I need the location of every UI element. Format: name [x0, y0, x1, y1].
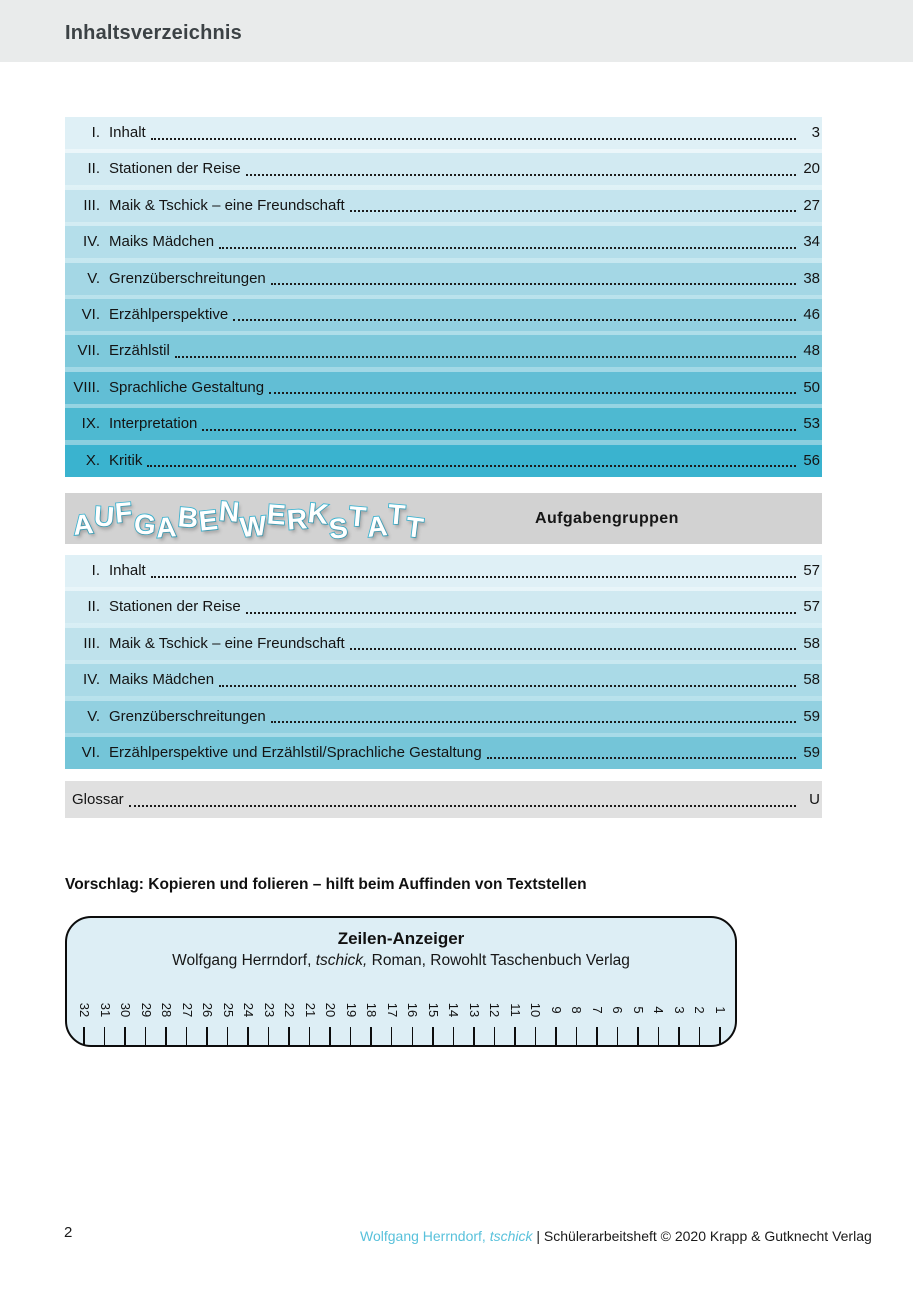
glossary-row [65, 781, 822, 818]
toc-numeral: IX. [81, 415, 100, 433]
dotted-leader [246, 163, 796, 176]
dotted-leader [129, 793, 796, 807]
ruler-number: 24 [241, 1002, 257, 1018]
footer-book-author: Wolfgang Herrndorf, [360, 1228, 490, 1244]
dotted-leader [246, 601, 796, 614]
ruler-number: 7 [589, 1006, 605, 1014]
toc-numeral: V. [87, 269, 100, 287]
toc-page-number: 50 [803, 378, 820, 396]
ruler-number: 12 [487, 1002, 503, 1018]
toc-page-number: 57 [803, 562, 820, 579]
toc-numeral: X. [85, 451, 100, 469]
toc-numeral: III. [83, 634, 100, 652]
toc-label: Grenzüberschreitungen [109, 269, 266, 287]
toc-page-number: 38 [803, 269, 820, 287]
workshop-letter: R [285, 502, 309, 536]
toc-row [65, 628, 822, 660]
ruler-tick [288, 1027, 290, 1045]
ruler-tick [329, 1027, 331, 1045]
workshop-letter: W [238, 509, 268, 543]
ruler-number: 29 [138, 1002, 154, 1018]
ruler-tick [165, 1027, 167, 1045]
ruler-tick [555, 1027, 557, 1045]
line-ruler [75, 989, 729, 1045]
ruler-number: 2 [692, 1006, 708, 1014]
ruler-number: 19 [343, 1002, 359, 1018]
ruler-number: 14 [446, 1002, 462, 1018]
subtitle-suffix: Roman, Rowohlt Taschenbuch Verlag [367, 952, 630, 969]
toc-numeral: VI. [81, 743, 100, 761]
dotted-leader [219, 674, 796, 687]
toc-row [65, 737, 822, 769]
footer-book-title: tschick [489, 1228, 533, 1244]
toc-page-number: 3 [811, 124, 820, 141]
ruler-tick [473, 1027, 475, 1045]
toc-page-number: 48 [803, 342, 820, 360]
dotted-leader [219, 236, 796, 249]
toc-row [65, 335, 822, 367]
ruler-tick [124, 1027, 126, 1045]
dotted-leader [233, 308, 796, 321]
toc-row [65, 701, 822, 733]
ruler-tick [268, 1027, 270, 1045]
toc-workshop-list [65, 555, 822, 769]
toc-row [65, 591, 822, 623]
ruler-tick [247, 1027, 249, 1045]
ruler-tick [432, 1027, 434, 1045]
line-indicator-title: Zeilen-Anzeiger [337, 929, 465, 948]
workshop-letter: U [93, 499, 116, 533]
dotted-leader [269, 381, 796, 394]
toc-main-list [65, 117, 822, 477]
ruler-number: 10 [528, 1002, 544, 1018]
toc-label: Erzählperspektive und Erzählstil/Sprachliche Gestaltung [109, 743, 482, 761]
workshop-letter: T [404, 510, 426, 544]
toc-numeral: VIII. [73, 378, 100, 396]
toc-row [65, 299, 822, 331]
ruler-tick [350, 1027, 352, 1045]
page-title: Inhaltsverzeichnis [65, 22, 242, 44]
workshop-letter: K [306, 496, 330, 530]
ruler-number: 27 [179, 1002, 195, 1018]
toc-row [65, 263, 822, 295]
toc-row [65, 190, 822, 222]
glossary-page-ref: U [809, 791, 820, 808]
toc-label: Stationen der Reise [109, 598, 241, 616]
ruler-number: 21 [302, 1002, 318, 1018]
ruler-number: 17 [384, 1002, 400, 1018]
toc-page-number: 59 [803, 743, 820, 761]
toc-label: Erzählstil [109, 342, 170, 360]
dotted-leader [487, 746, 796, 759]
ruler-number: 11 [507, 1003, 523, 1017]
ruler-number: 31 [97, 1002, 113, 1018]
ruler-number: 6 [610, 1006, 626, 1014]
toc-numeral: I. [91, 124, 100, 141]
toc-numeral: II. [87, 160, 100, 178]
toc-label: Maiks Mädchen [109, 671, 215, 689]
toc-label: Inhalt [109, 562, 146, 579]
workshop-letter: E [197, 503, 220, 537]
toc-row [65, 408, 822, 440]
toc-label: Erzählperspektive [109, 305, 229, 323]
toc-numeral: III. [83, 196, 100, 214]
workshop-letter: N [217, 494, 241, 528]
toc-row [65, 372, 822, 404]
ruler-mark [711, 995, 729, 1045]
ruler-number: 23 [261, 1002, 277, 1018]
toc-page-number: 34 [803, 233, 820, 251]
dotted-leader [271, 272, 796, 285]
ruler-number: 20 [323, 1002, 339, 1018]
ruler-tick [576, 1027, 578, 1045]
toc-page-number: 59 [803, 707, 820, 725]
ruler-number: 16 [405, 1002, 421, 1018]
toc-numeral: V. [87, 707, 100, 725]
toc-numeral: VI. [81, 305, 100, 323]
toc-numeral: IV. [83, 671, 100, 689]
ruler-tick [412, 1027, 414, 1045]
toc-numeral: II. [87, 598, 100, 616]
toc-row [65, 445, 822, 477]
dotted-leader [350, 199, 796, 212]
toc-label: Maiks Mädchen [109, 233, 215, 251]
workshop-banner [65, 493, 822, 544]
ruler-tick [596, 1027, 598, 1045]
ruler-tick [309, 1027, 311, 1045]
toc-page-number: 58 [803, 634, 820, 652]
ruler-number: 3 [671, 1006, 687, 1014]
ruler-tick [637, 1027, 639, 1045]
toc-row [65, 555, 822, 587]
toc-page-number: 53 [803, 415, 820, 433]
workshop-letter: T [387, 497, 407, 531]
toc-label: Maik & Tschick – eine Freundschaft [109, 634, 345, 652]
workshop-group-label: Aufgabengruppen [535, 509, 679, 527]
ruler-number: 22 [282, 1002, 298, 1018]
ruler-tick [719, 1027, 721, 1045]
workshop-letter: T [347, 499, 368, 533]
ruler-tick [535, 1027, 537, 1045]
toc-row [65, 153, 822, 185]
workshop-letter: A [71, 507, 95, 541]
ruler-number: 28 [159, 1002, 175, 1018]
dotted-leader [147, 454, 796, 467]
toc-label: Stationen der Reise [109, 160, 241, 178]
workshop-letter: B [176, 500, 200, 534]
dotted-leader [271, 710, 796, 723]
ruler-number: 8 [569, 1006, 585, 1014]
ruler-tick [83, 1027, 85, 1045]
toc-label: Sprachliche Gestaltung [109, 378, 265, 396]
ruler-number: 32 [77, 1002, 92, 1018]
dotted-leader [151, 127, 796, 140]
ruler-tick [206, 1027, 208, 1045]
toc-numeral: IV. [83, 233, 100, 251]
line-indicator-subtitle [67, 952, 735, 970]
ruler-tick [678, 1027, 680, 1045]
toc-row [65, 117, 822, 149]
toc-page-number: 57 [803, 598, 820, 616]
footer-page-number: 2 [64, 1224, 73, 1241]
ruler-tick [453, 1027, 455, 1045]
subtitle-prefix: Wolfgang Herrndorf, [172, 952, 316, 969]
toc-row [65, 226, 822, 258]
glossary-label: Glossar [72, 791, 124, 808]
ruler-tick [104, 1027, 106, 1045]
ruler-tick [494, 1027, 496, 1045]
ruler-number: 25 [220, 1002, 236, 1018]
ruler-tick [145, 1027, 147, 1045]
workshop-letter: F [114, 495, 134, 529]
footer-credit [360, 1228, 872, 1244]
dotted-leader [175, 345, 796, 358]
toc-page-number: 27 [803, 196, 820, 214]
ruler-tick [391, 1027, 393, 1045]
toc-row [65, 664, 822, 696]
footer-publisher-text: | Schülerarbeitsheft © 2020 Krapp & Gutknecht Verlag [532, 1228, 872, 1244]
ruler-tick [370, 1027, 372, 1045]
ruler-number: 15 [425, 1002, 441, 1018]
workshop-letter: G [132, 507, 157, 541]
toc-label: Maik & Tschick – eine Freundschaft [109, 196, 345, 214]
dotted-leader [151, 565, 796, 578]
toc-page-number: 46 [803, 305, 820, 323]
ruler-number: 5 [630, 1006, 646, 1014]
toc-page-number: 58 [803, 671, 820, 689]
workshop-letter: A [155, 510, 178, 544]
ruler-number: 18 [364, 1002, 380, 1018]
ruler-tick [658, 1027, 660, 1045]
copy-suggestion-text: Vorschlag: Kopieren und folieren – hilft beim Auffinden von Textstellen [65, 876, 587, 893]
toc-label: Grenzüberschreitungen [109, 707, 266, 725]
dotted-leader [350, 637, 796, 650]
ruler-tick [186, 1027, 188, 1045]
toc-numeral: VII. [77, 342, 100, 360]
line-indicator-box [65, 916, 737, 1047]
workshop-letter: E [266, 497, 287, 531]
toc-label: Interpretation [109, 415, 198, 433]
ruler-number: 30 [118, 1002, 134, 1018]
dotted-leader [202, 418, 796, 431]
toc-page-number: 20 [803, 160, 820, 178]
page-header [0, 0, 913, 62]
ruler-tick [617, 1027, 619, 1045]
toc-numeral: I. [91, 562, 100, 579]
ruler-number: 4 [651, 1006, 667, 1014]
workshop-letter: S [327, 511, 350, 545]
ruler-number: 13 [466, 1002, 482, 1018]
workshop-title-letters [73, 493, 425, 544]
ruler-number: 26 [200, 1002, 216, 1018]
toc-label: Kritik [109, 451, 143, 469]
ruler-number: 9 [548, 1006, 564, 1014]
ruler-tick [514, 1027, 516, 1045]
ruler-tick [227, 1027, 229, 1045]
toc-page-number: 56 [803, 451, 820, 469]
ruler-tick [699, 1027, 701, 1045]
ruler-number: 1 [712, 1006, 728, 1014]
toc-label: Inhalt [109, 124, 146, 141]
subtitle-book-title: tschick, [315, 952, 368, 969]
workshop-letter: A [365, 509, 389, 543]
